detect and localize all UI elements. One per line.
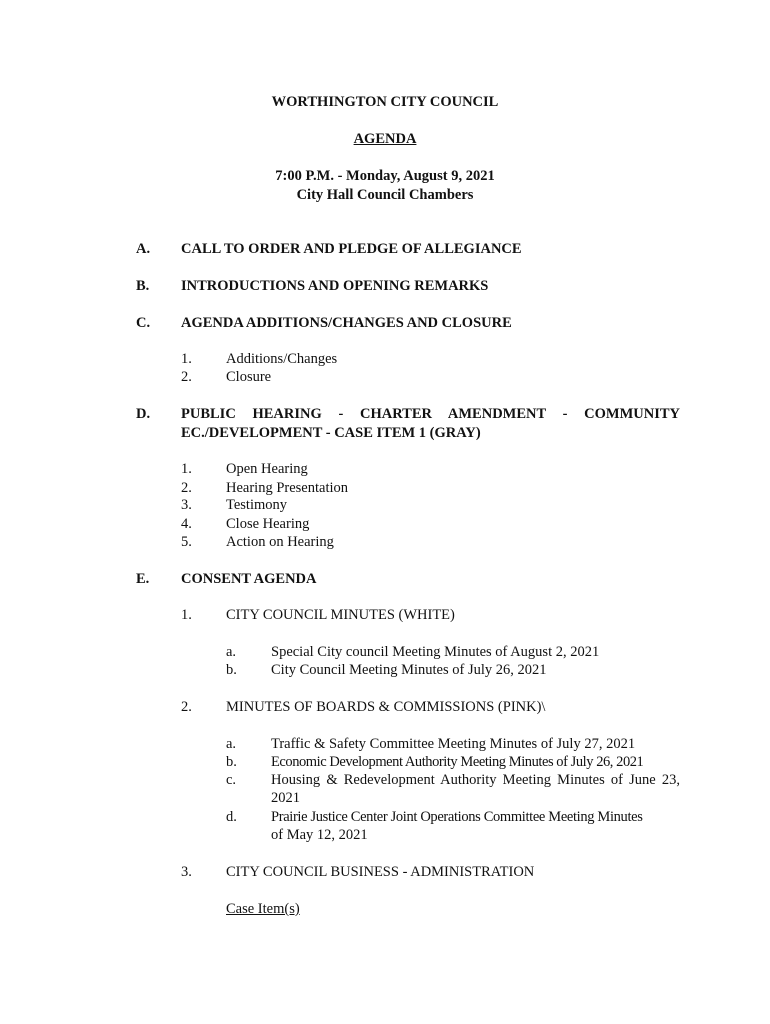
section-d-title-line2: EC./DEVELOPMENT - CASE ITEM 1 (GRAY) [181,425,481,441]
section-b-letter: B. [136,278,150,294]
section-e-item-num: 2. [181,699,192,715]
meeting-location: City Hall Council Chambers [296,187,474,203]
sub-item-letter: a. [226,736,237,752]
section-d-item-text: Hearing Presentation [226,480,349,496]
section-d-item-text: Action on Hearing [226,534,334,550]
section-b-title: INTRODUCTIONS AND OPENING REMARKS [181,278,489,294]
section-d-title-line1: PUBLIC HEARING - CHARTER AMENDMENT - COMMUNITY [181,406,680,422]
section-e-item-text: MINUTES OF BOARDS & COMMISSIONS (PINK)\ [226,699,546,715]
section-d-item-text: Close Hearing [226,516,310,532]
section-d-item-text: Open Hearing [226,461,308,477]
sub-item-letter: a. [226,644,237,660]
sub-item-letter: d. [226,809,237,825]
section-e-item-num: 3. [181,864,192,880]
section-c-title: AGENDA ADDITIONS/CHANGES AND CLOSURE [181,315,512,331]
section-a-title: CALL TO ORDER AND PLEDGE OF ALLEGIANCE [181,241,522,257]
section-d-item-num: 2. [181,480,192,496]
section-e-item-text: CITY COUNCIL MINUTES (WHITE) [226,607,455,623]
section-d-item-text: Testimony [226,497,288,513]
section-e-item-text: CITY COUNCIL BUSINESS - ADMINISTRATION [226,864,535,880]
sub-item-text: Traffic & Safety Committee Meeting Minutes of July 27, 2021 [271,736,636,752]
sub-item-letter: c. [226,772,237,788]
section-d-item-num: 4. [181,516,192,532]
section-e-title: CONSENT AGENDA [181,571,317,587]
agenda-title-text: AGENDA [353,131,417,147]
sub-item-text-line1: Prairie Justice Center Joint Operations Committee Meeting Minutes [271,809,643,825]
agenda-title [0,131,770,148]
council-title: WORTHINGTON CITY COUNCIL [271,94,499,110]
section-e-item-num: 1. [181,607,192,623]
meeting-time: 7:00 P.M. - Monday, August 9, 2021 [275,168,495,184]
section-d-letter: D. [136,406,151,422]
sub-item-letter: b. [226,754,237,770]
section-d-item-num: 5. [181,534,192,550]
section-a-letter: A. [136,241,151,257]
section-e-letter: E. [136,571,150,587]
section-d-item-num: 1. [181,461,192,477]
sub-item-text: City Council Meeting Minutes of July 26, 2021 [271,662,547,678]
section-c-item-text: Additions/Changes [226,351,338,367]
section-c-item-num: 2. [181,369,192,385]
section-c-item-num: 1. [181,351,192,367]
case-items-label: Case Item(s) [226,901,300,917]
section-c-letter: C. [136,315,151,331]
sub-item-text-line1: Housing & Redevelopment Authority Meeting Minutes of June 23, [271,772,680,788]
sub-item-letter: b. [226,662,237,678]
sub-item-text-line2: 2021 [271,790,300,806]
section-c-item-text: Closure [226,369,272,385]
sub-item-text: Special City council Meeting Minutes of August 2, 2021 [271,644,600,660]
sub-item-text-line2: of May 12, 2021 [271,827,368,843]
section-d-item-num: 3. [181,497,192,513]
sub-item-text: Economic Development Authority Meeting Minutes of July 26, 2021 [271,754,644,770]
